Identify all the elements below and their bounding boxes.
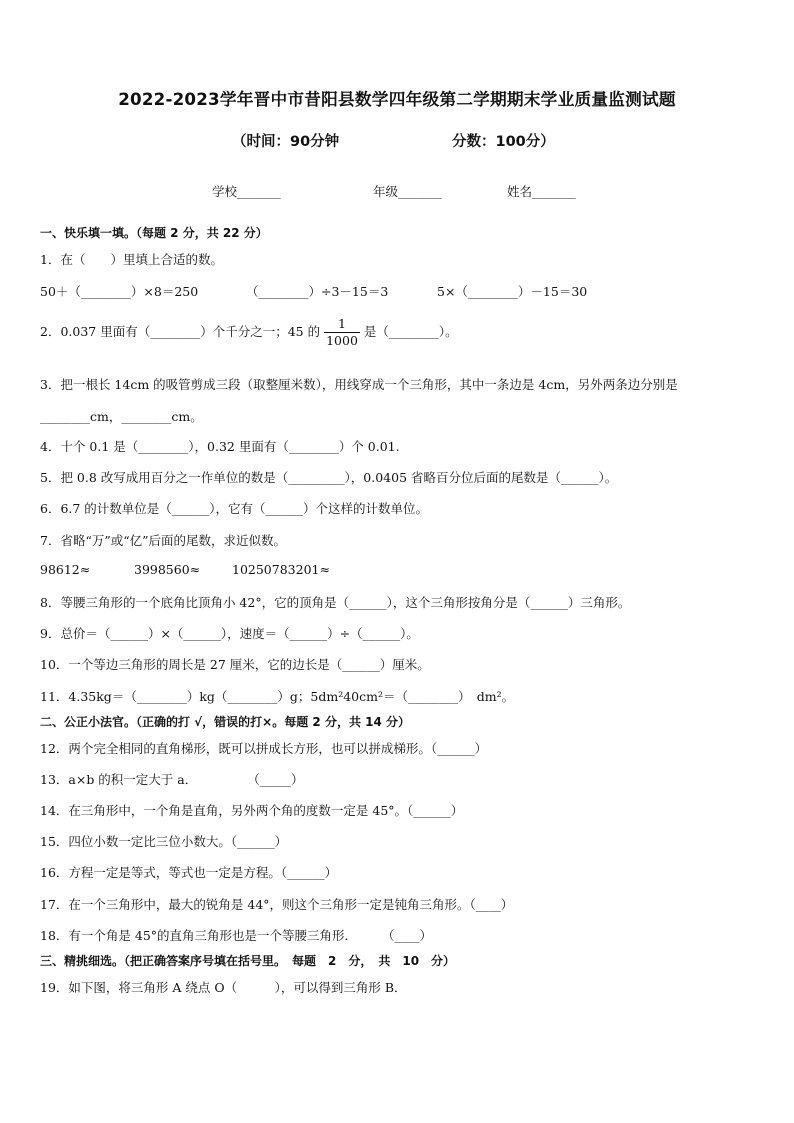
question-10: 10．一个等边三角形的周长是 27 厘米，它的边长是（______）厘米。 — [40, 657, 430, 672]
question-7a: 98612≈ — [40, 562, 91, 577]
section-3-heading: 三、精挑细选。（把正确答案序号填在括号里。 每题 2 分， 共 10 分） — [40, 954, 456, 968]
question-1: 1．在（ ）里填上合适的数。 — [40, 252, 223, 267]
question-7b: 3998560≈ — [134, 562, 201, 577]
question-1b: （________）÷3－15＝3 — [246, 284, 389, 299]
question-2-after: 是（________）。 — [363, 324, 458, 339]
fraction-one-thousandth — [324, 316, 360, 349]
question-3-line-2: ________cm，________cm。 — [40, 409, 203, 424]
question-1a: 50＋（________）×8＝250 — [40, 284, 199, 299]
fraction-denominator: 1000 — [326, 333, 358, 348]
question-5: 5．把 0.8 改写成用百分之一作单位的数是（_________），0.0405 省略百分位后面的尾数是（______）。 — [40, 470, 618, 485]
question-13: 13．a×b 的积一定大于 a． （_____） — [40, 772, 304, 787]
total-score: 分数：100分） — [452, 134, 555, 150]
question-19: 19．如下图，将三角形 A 绕点 O（ ），可以得到三角形 B． — [40, 980, 407, 995]
question-2 — [40, 312, 458, 352]
question-7: 7．省略“万”或“亿”后面的尾数，求近似数。 — [40, 533, 287, 548]
question-1c: 5×（________）－15＝30 — [437, 284, 588, 299]
question-15: 15．四位小数一定比三位小数大。（______） — [40, 834, 288, 849]
fraction-numerator: 1 — [324, 316, 360, 333]
question-17: 17．在一个三角形中，最大的锐角是 44°，则这个三角形一定是钝角三角形。（____） — [40, 897, 514, 912]
question-7c: 10250783201≈ — [232, 562, 330, 577]
question-4: 4．十个 0.1 是（________），0.32 里面有（________）个 0.01. — [40, 439, 400, 454]
question-2-before: 2．0.037 里面有（________）个千分之一；45 的 — [40, 324, 321, 339]
question-6: 6．6.7 的计数单位是（______），它有（______）个这样的计数单位。 — [40, 501, 429, 516]
question-16: 16．方程一定是等式，等式也一定是方程。（______） — [40, 865, 338, 880]
section-1-heading: 一、快乐填一填。（每题 2 分，共 22 分） — [40, 226, 268, 240]
question-9: 9．总价＝（______）×（______），速度＝（______）÷（______）。 — [40, 626, 419, 641]
section-2-heading: 二、公正小法官。（正确的打 √，错误的打×。每题 2 分，共 14 分） — [40, 715, 410, 729]
question-11: 11．4.35kg＝（________）kg（________）g；5dm²40cm²＝（________） dm²。 — [40, 689, 515, 704]
question-3-line-1: 3．把一根长 14cm 的吸管剪成三段（取整厘米数），用线穿成一个三角形，其中一条边是 4cm，另外两条边分别是 — [40, 377, 678, 392]
question-18: 18．有一个角是 45°的直角三角形也是一个等腰三角形． （____） — [40, 928, 433, 943]
question-12: 12．两个完全相同的直角梯形，既可以拼成长方形，也可以拼成梯形。（______） — [40, 741, 488, 756]
name-field: 姓名_______ — [507, 184, 576, 199]
time-limit: （时间：90分钟 — [232, 134, 340, 150]
question-8: 8．等腰三角形的一个底角比顶角小 42°，它的顶角是（______），这个三角形按角分是（______）三角形。 — [40, 595, 631, 610]
school-field: 学校_______ — [212, 184, 281, 199]
grade-field: 年级_______ — [373, 184, 442, 199]
question-14: 14．在三角形中，一个角是直角，另外两个角的度数一定是 45°。（______） — [40, 803, 464, 818]
page-title: 2022-2023学年晋中市昔阳县数学四年级第二学期期末学业质量监测试题 — [118, 89, 676, 109]
